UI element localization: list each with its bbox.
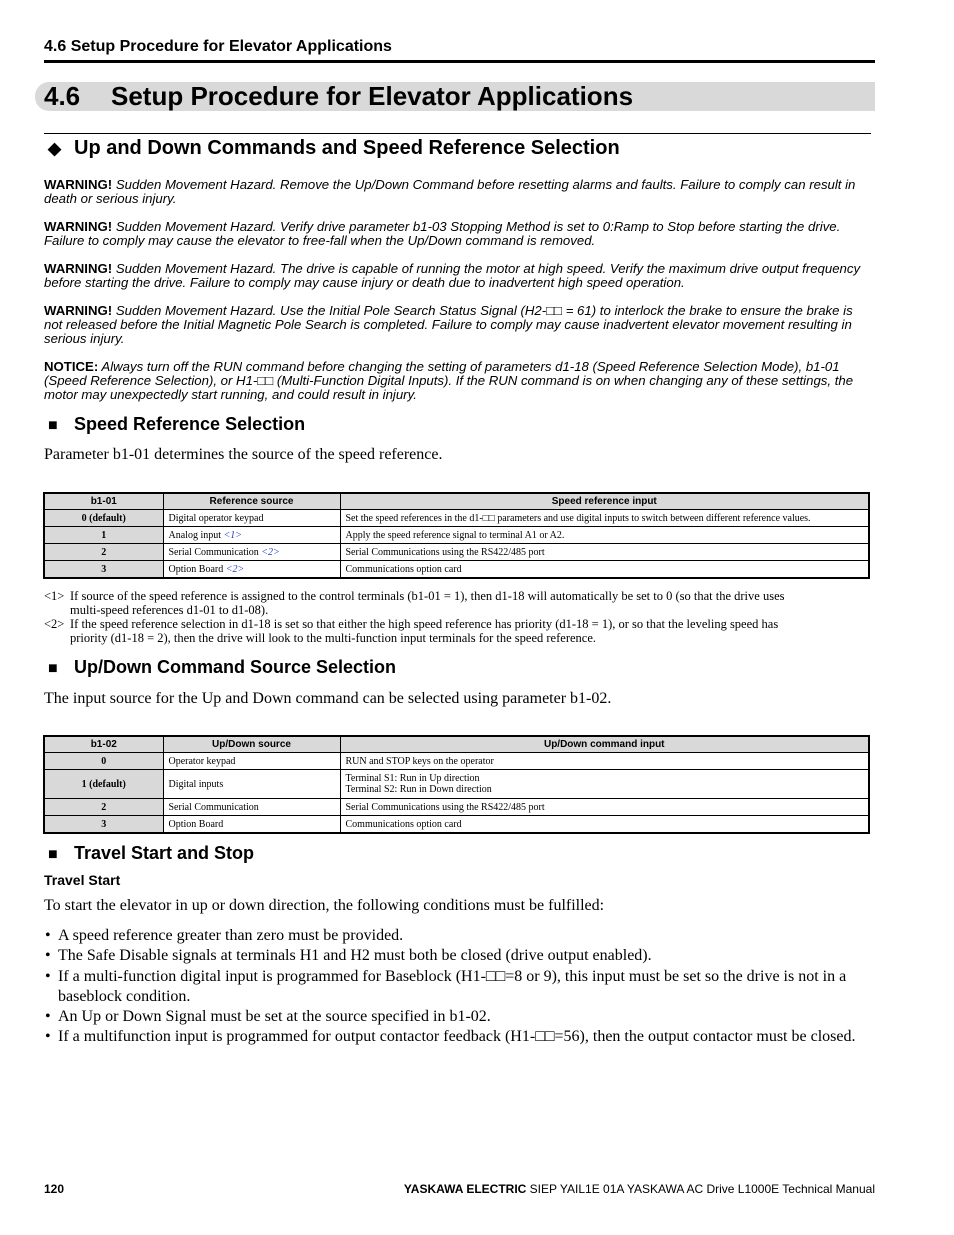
table-cell-input: Set the speed references in the d1-□□ parameters and use digital inputs to switch between different reference values. (340, 510, 869, 527)
table-cell-setting: 3 (44, 816, 163, 834)
warning-label: WARNING! (44, 177, 113, 192)
travel-start-subheading: Travel Start (44, 872, 121, 888)
footnote-link[interactable]: <2> (261, 546, 280, 558)
square-bullet-icon: ■ (48, 660, 58, 677)
table-header-cell: b1-02 (44, 736, 163, 753)
table-row (44, 770, 869, 799)
notice-block (44, 360, 874, 402)
footer-brand: YASKAWA ELECTRIC (403, 1182, 527, 1196)
speed-reference-heading-text: Speed Reference Selection (74, 414, 306, 434)
table-cell-setting: 2 (44, 799, 163, 816)
updown-intro: The input source for the Up and Down command can be selected using parameter b1-02. (44, 690, 612, 707)
square-bullet-icon: ■ (48, 846, 58, 863)
footnote-link[interactable]: <2> (225, 563, 245, 575)
table-cell-source (163, 561, 340, 579)
table-row (44, 527, 869, 544)
warning-text: Sudden Movement Hazard. The drive is capable of running the motor at high speed. Verify the maximum drive output frequency before starting the drive. Failure to comply may cause injury or death due to inadvertent high speed operation. (44, 261, 861, 290)
table-cell-input (340, 770, 869, 799)
warning-text: Sudden Movement Hazard. Verify drive parameter b1-03 Stopping Method is set to 0:Ramp to Stop before starting the drive. Failure to comply may cause the elevator to free-fall when the Up/Down command is removed. (44, 219, 841, 248)
table-row (44, 510, 869, 527)
updown-heading (48, 657, 396, 678)
updown-table (43, 735, 870, 834)
table-cell-setting: 1 (default) (44, 770, 163, 799)
source-text: Digital operator keypad (168, 512, 264, 524)
table-header-cell: Up/Down source (163, 736, 340, 753)
table-cell-input: Communications option card (340, 561, 869, 579)
table-cell-source: Option Board (163, 816, 340, 834)
footnote (44, 617, 870, 645)
table-cell-source: Operator keypad (163, 753, 340, 770)
source-text: Serial Communication (168, 546, 259, 558)
list-item: • If a multifunction input is programmed for output contactor feedback (H1-□□=56), then the output contactor must be closed. (44, 1027, 874, 1047)
table-row (44, 753, 869, 770)
footer-doc-info (404, 1182, 875, 1196)
table-row (44, 816, 869, 834)
table-cell-source (163, 544, 340, 561)
footnote (44, 589, 870, 617)
warning-text: Sudden Movement Hazard. Remove the Up/Down Command before resetting alarms and faults. Failure to comply can result in death or serious injury. (44, 177, 856, 206)
running-header-rule (44, 60, 875, 63)
table-cell-input: Serial Communications using the RS422/485 port (340, 544, 869, 561)
table-cell-setting: 2 (44, 544, 163, 561)
footnote-label: <2> (44, 617, 65, 631)
speed-reference-intro: Parameter b1-01 determines the source of the speed reference. (44, 446, 443, 463)
table-cell-setting: 1 (44, 527, 163, 544)
speed-reference-heading (48, 414, 305, 435)
footnote-text-cont: multi-speed references d1-01 to d1-08). (70, 603, 269, 617)
table-cell-input: Serial Communications using the RS422/485 port (340, 799, 869, 816)
footnote-label: <1> (44, 589, 65, 603)
running-header: 4.6 Setup Procedure for Elevator Applications (44, 38, 392, 55)
table-cell-input: RUN and STOP keys on the operator (340, 753, 869, 770)
table-row (44, 799, 869, 816)
section-rule (44, 133, 871, 134)
warning-label: WARNING! (44, 303, 113, 318)
table-cell-source (163, 527, 340, 544)
page-number: 120 (44, 1182, 65, 1196)
notice-label: NOTICE: (44, 359, 99, 374)
speed-reference-table (43, 492, 870, 579)
footnote-text: If source of the speed reference is assigned to the control terminals (b1-01 = 1), then d1-18 will automatically be set to 0 (so that the drive uses (70, 589, 785, 603)
warning-block (44, 178, 874, 206)
table-cell-input: Communications option card (340, 816, 869, 834)
table-row (44, 561, 869, 579)
table-header-cell: Up/Down command input (340, 736, 869, 753)
footer-doc-title: SIEP YAIL1E 01A YASKAWA AC Drive L1000E Technical Manual (526, 1182, 875, 1196)
warning-block (44, 220, 874, 248)
table-cell-input: Apply the speed reference signal to terminal A1 or A2. (340, 527, 869, 544)
table-row (44, 544, 869, 561)
travel-heading (48, 843, 254, 864)
notice-text: Always turn off the RUN command before changing the setting of parameters d1-18 (Speed Reference Selection Mode), b1-01 (Speed Reference Selection), or H1-□□ (Multi-Function Digital Inputs). If the RUN command is on when changing any of these settings, the motor may unexpectedly start running, and could result in injury. (44, 359, 854, 402)
table-header-row (44, 736, 869, 753)
list-item: • A speed reference greater than zero must be provided. (44, 926, 874, 946)
footnote-link[interactable]: <1> (223, 529, 242, 541)
travel-intro: To start the elevator in up or down direction, the following conditions must be fulfilled: (44, 897, 605, 914)
section-title-text: Setup Procedure for Elevator Applications (111, 81, 634, 111)
table-cell-source (163, 510, 340, 527)
list-item: • The Safe Disable signals at terminals H1 and H2 must both be closed (drive output enabled). (44, 946, 874, 966)
table-cell-source: Digital inputs (163, 770, 340, 799)
table-cell-setting: 0 (44, 753, 163, 770)
table-cell-setting: 3 (44, 561, 163, 579)
footnote-text-cont: priority (d1-18 = 2), then the drive will look to the multi-function input terminals for the speed reference. (70, 631, 597, 645)
updown-heading-text: Up/Down Command Source Selection (74, 657, 397, 677)
warning-text: Sudden Movement Hazard. Use the Initial Pole Search Status Signal (H2-□□ = 61) to interlock the brake to ensure the brake is not released before the Initial Magnetic Pole Search is completed. Failure to comply may cause inadvertent elevator movement resulting in serious injury. (44, 303, 853, 346)
input-line: Terminal S2: Run in Down direction (345, 784, 492, 795)
source-text: Option Board (168, 563, 224, 575)
travel-heading-text: Travel Start and Stop (74, 843, 255, 863)
warning-block (44, 262, 874, 290)
table-cell-source: Serial Communication (163, 799, 340, 816)
travel-conditions-list (44, 926, 874, 1048)
warning-block (44, 304, 874, 346)
square-bullet-icon: ■ (48, 417, 58, 434)
table-header-cell: Reference source (163, 493, 340, 510)
table-header-cell: b1-01 (44, 493, 163, 510)
subsection-heading (48, 137, 620, 160)
list-item: • An Up or Down Signal must be set at the source specified in b1-02. (44, 1007, 874, 1027)
footnote-text: If the speed reference selection in d1-18 is set so that either the high speed reference has priority (d1-18 = 1), or so that the leveling speed has (70, 617, 779, 631)
subsection-heading-text: Up and Down Commands and Speed Reference Selection (74, 137, 620, 159)
section-title (44, 81, 633, 112)
table-header-row (44, 493, 869, 510)
section-number: 4.6 (44, 81, 81, 111)
source-text: Analog input (168, 529, 221, 541)
warning-label: WARNING! (44, 219, 113, 234)
table-header-cell: Speed reference input (340, 493, 869, 510)
table-cell-setting: 0 (default) (44, 510, 163, 527)
warning-label: WARNING! (44, 261, 113, 276)
list-item: • If a multi-function digital input is programmed for Baseblock (H1-□□=8 or 9), this input must be set so the drive is not in a baseblock condition. (44, 967, 874, 1008)
input-line: Terminal S1: Run in Up direction (345, 773, 480, 784)
diamond-bullet-icon: ◆ (48, 139, 62, 158)
